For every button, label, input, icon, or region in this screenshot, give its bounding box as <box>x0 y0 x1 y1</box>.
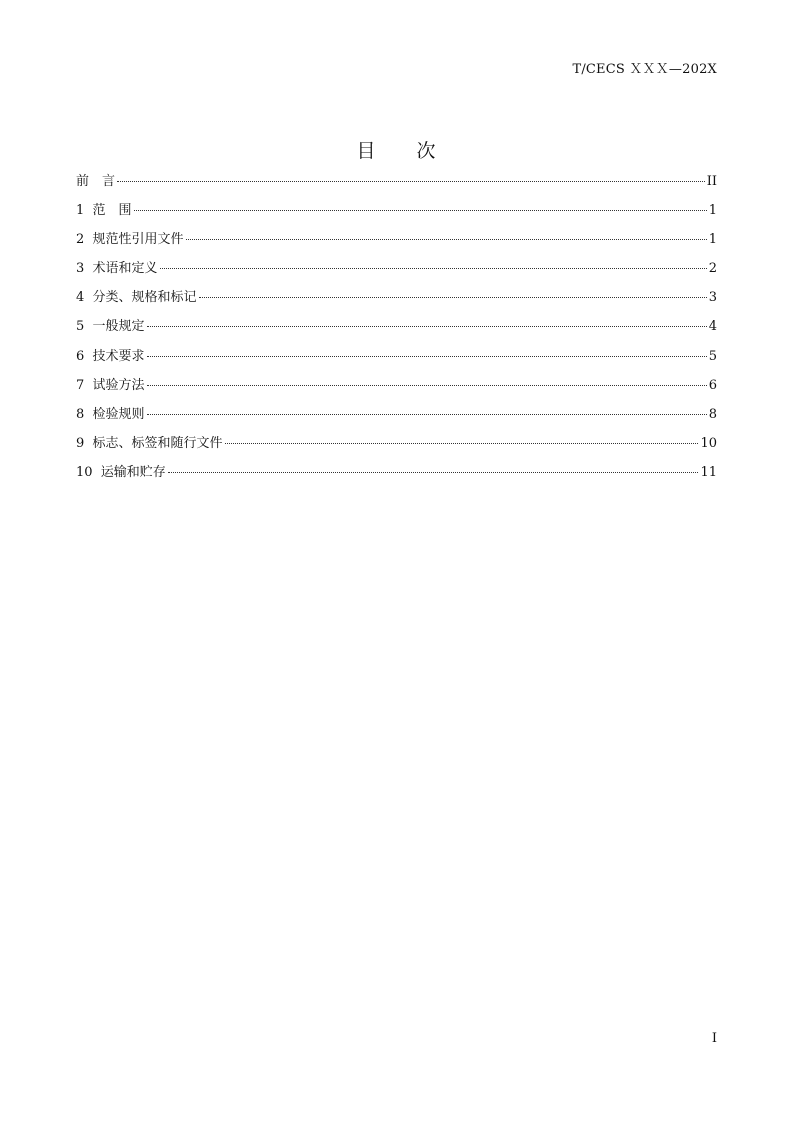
toc-entry-marking-labeling[interactable] <box>76 432 717 461</box>
dot-leader <box>147 356 707 357</box>
toc-entry-page: 4 <box>708 319 717 335</box>
toc-entry-classification[interactable] <box>76 286 717 315</box>
dot-leader <box>147 326 707 327</box>
toc-entry-label: 8 检验规则 <box>76 406 145 422</box>
page-number: I <box>711 1031 717 1046</box>
toc-entry-scope[interactable] <box>76 199 717 228</box>
toc-entry-label: 1 范 围 <box>76 203 132 219</box>
dot-leader <box>117 181 705 182</box>
toc-entry-inspection-rules[interactable] <box>76 403 717 432</box>
toc-entry-technical-requirements[interactable] <box>76 345 717 374</box>
dot-leader <box>134 210 707 211</box>
toc-entry-label: 6 技术要求 <box>76 348 145 364</box>
toc-entry-page: 6 <box>708 377 717 393</box>
toc-entry-label: 2 规范性引用文件 <box>76 232 184 248</box>
toc-entry-label: 7 试验方法 <box>76 377 145 393</box>
toc-entry-label: 9 标志、标签和随行文件 <box>76 435 223 451</box>
table-of-contents <box>76 170 717 490</box>
toc-entry-page: 1 <box>708 232 717 248</box>
toc-entry-test-methods[interactable] <box>76 374 717 403</box>
dot-leader <box>199 297 707 298</box>
toc-entry-page: 8 <box>708 406 717 422</box>
toc-entry-page: II <box>706 174 717 189</box>
toc-entry-label: 5 一般规定 <box>76 319 145 335</box>
toc-entry-normative-references[interactable] <box>76 228 717 257</box>
toc-entry-label: 4 分类、规格和标记 <box>76 290 197 306</box>
toc-entry-page: 10 <box>700 435 717 451</box>
toc-entry-transport-storage[interactable] <box>76 461 717 490</box>
dot-leader <box>147 414 707 415</box>
dot-leader <box>225 443 699 444</box>
dot-leader <box>186 239 707 240</box>
toc-entry-page: 1 <box>708 203 717 219</box>
document-code: T/CECS ＸＸＸ—202X <box>572 62 717 77</box>
toc-entry-foreword[interactable] <box>76 170 717 199</box>
toc-entry-terms-definitions[interactable] <box>76 257 717 286</box>
toc-entry-page: 2 <box>708 261 717 277</box>
dot-leader <box>147 385 707 386</box>
toc-entry-general-provisions[interactable] <box>76 315 717 344</box>
toc-entry-page: 3 <box>708 290 717 306</box>
toc-entry-label: 3 术语和定义 <box>76 261 158 277</box>
toc-entry-page: 11 <box>700 464 717 480</box>
toc-entry-page: 5 <box>708 348 717 364</box>
dot-leader <box>168 472 699 473</box>
toc-entry-label: 前 言 <box>76 174 116 189</box>
toc-title: 目 次 <box>356 140 437 162</box>
dot-leader <box>160 268 707 269</box>
toc-entry-label: 10 运输和贮存 <box>76 464 166 480</box>
